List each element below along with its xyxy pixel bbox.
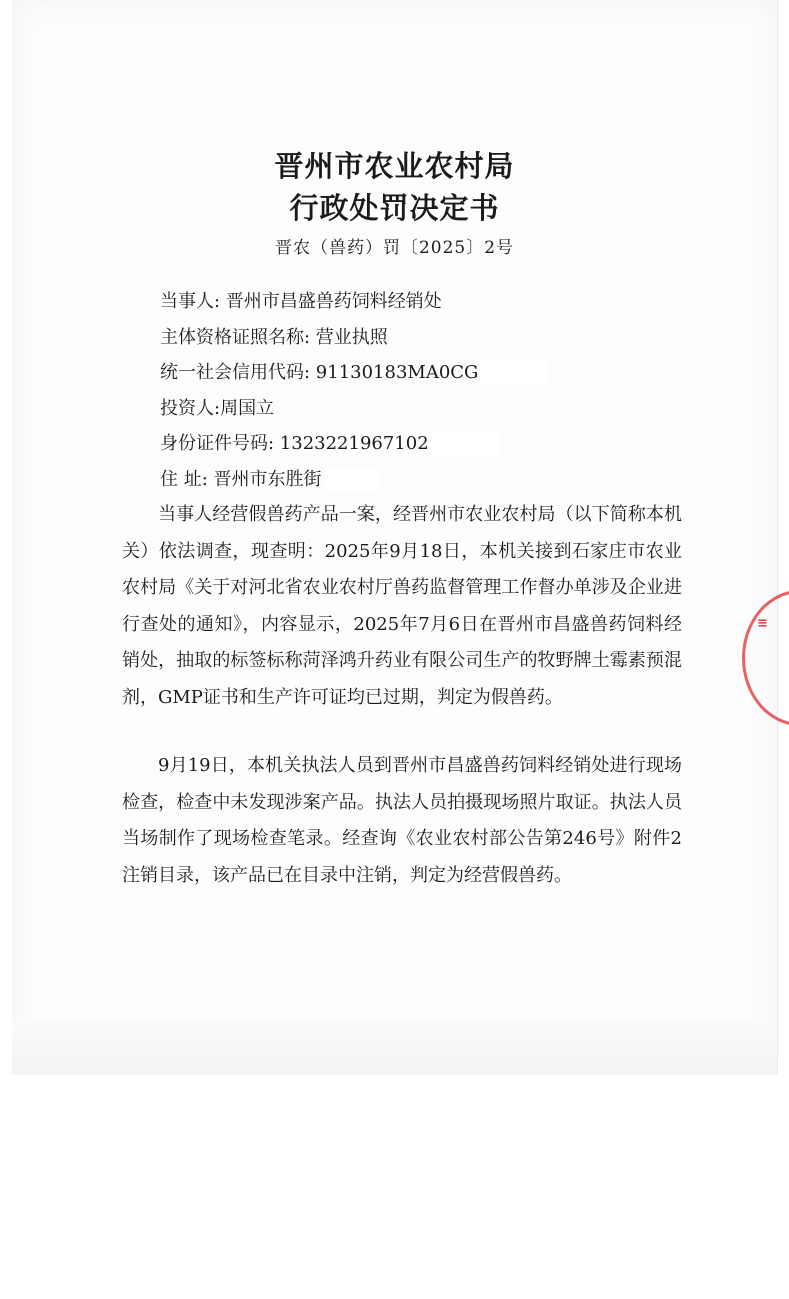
id-number: [160, 426, 501, 462]
license-type-text: 主体资格证照名称: 营业执照: [160, 327, 388, 348]
investor: [160, 391, 274, 427]
facts-paragraph-1-text: 当事人经营假兽药产品一案，经晋州市农业农村局（以下简称本机关）依法调查，现查明：2025年9月18日，本机关接到石家庄市农业农村局《关于对河北省农业农村厅兽药监督管理工作督办单涉及企业进行查处的通知》，内容显示，2025年7月6日在晋州市昌盛兽药饲料经销处，抽取的标签标称菏泽鸿升药业有限公司生产的牧野牌土霉素预混剂，GMP证书和生产许可证均已过期，判定为假兽药。: [122, 504, 682, 708]
redaction-box: [431, 431, 501, 457]
facts-paragraph-2: [122, 748, 682, 894]
redaction-box: [324, 467, 379, 493]
page-shadow: [12, 1020, 777, 1075]
redaction-box: [480, 360, 548, 386]
credit-code: [160, 355, 548, 391]
issuer-title: 晋州市农业农村局: [274, 149, 515, 183]
seal-fragment-icon: ≡: [757, 616, 768, 631]
facts-paragraph-1: [122, 497, 682, 716]
party-name-text: 当事人: 晋州市昌盛兽药饲料经销处: [160, 291, 442, 312]
document-title: 行政处罚决定书: [289, 191, 500, 225]
investor-text: 投资人:周国立: [160, 398, 275, 419]
address-text: 住 址: 晋州市东胜街: [160, 469, 322, 490]
credit-code-text: 统一社会信用代码: 91130183MA0CG: [160, 362, 479, 383]
party-name: [160, 284, 442, 320]
address: [160, 462, 379, 498]
document-number: 晋农（兽药）罚〔2025〕2号: [274, 238, 515, 258]
license-type: [160, 320, 388, 356]
id-number-text: 身份证件号码: 1323221967102: [160, 433, 429, 454]
facts-paragraph-2-text: 9月19日，本机关执法人员到晋州市昌盛兽药饲料经销处进行现场检查，检查中未发现涉案产品。执法人员拍摄现场照片取证。执法人员当场制作了现场检查笔录。经查询《农业农村部公告第246号》附件2注销目录，该产品已在目录中注销，判定为经营假兽药。: [122, 755, 682, 886]
